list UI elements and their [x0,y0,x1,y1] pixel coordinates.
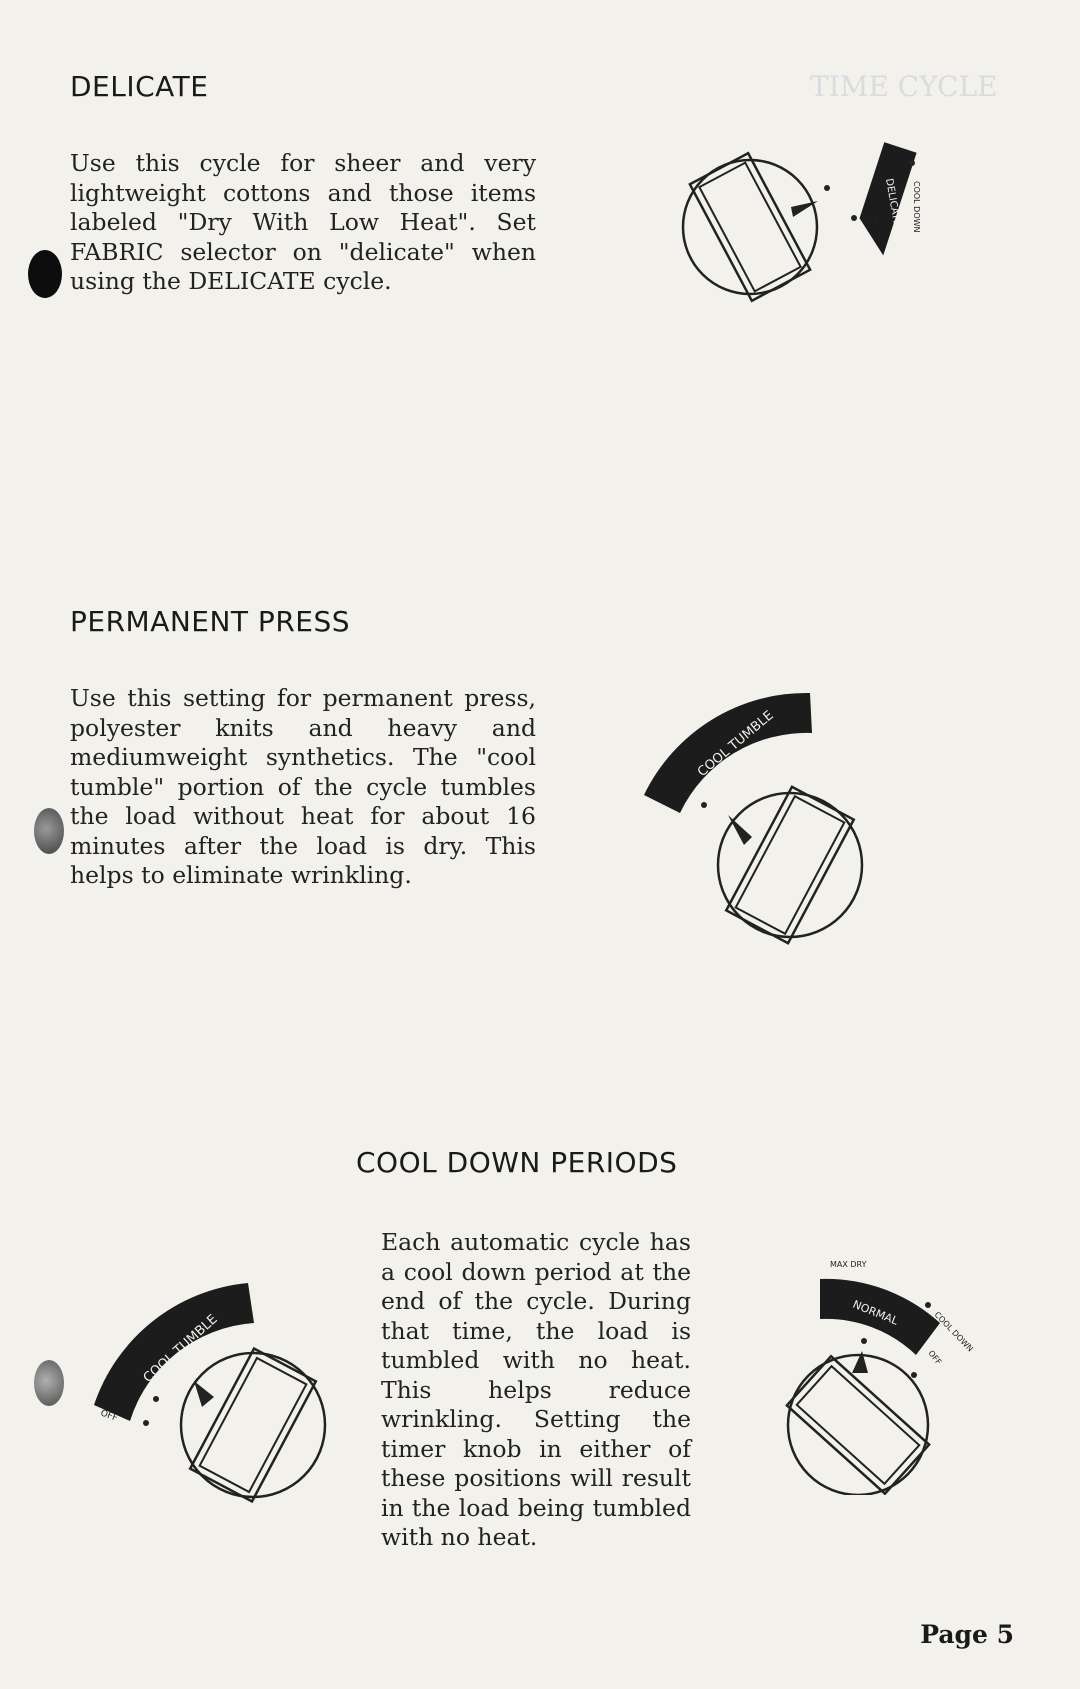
binder-hole [34,808,64,854]
cool-down-periods-description: Each automatic cycle has a cool down period at the end of the cycle. During that time, the load is tumbled with no heat. This helps reduce wrinkling. Setting the timer knob in either of these positions will result in the load being tumbled with no heat. [381,1228,691,1551]
delicate-description: Use this cycle for sheer and very lightweight cottons and those items labeled "Dry With Low Heat". Set FABRIC selector on "delicate" when using the DELICATE cycle. [70,149,536,295]
cool-tumble-band-label: COOL TUMBLE [140,1311,221,1386]
dial-off-label: OFF [862,216,880,226]
show-through-text: TIME CYCLE [810,70,998,103]
delicate-band-label: DELICATE [883,177,903,227]
cool-down-left-dial-illustration [90,1275,350,1515]
delicate-heading: DELICATE [70,70,209,103]
dial-dot-icon [911,1372,917,1378]
dial-off-label: OFF [926,1348,944,1367]
cool-down-periods-heading: COOL DOWN PERIODS [356,1146,678,1179]
cool-tumble-band-label: COOL TUMBLE [694,708,777,781]
dial-dot-icon [701,802,707,808]
dial-dot-icon [861,1338,867,1344]
permanent-press-dial-illustration [640,685,890,945]
permanent-press-description: Use this setting for permanent press, polyester knits and heavy and mediumweight synthetics. The "cool tumble" portion of the cycle tumbles the load without heat for about 16 minutes after the load is dry. This helps to eliminate wrinkling. [70,684,536,889]
cool-tumble-band-icon [94,1283,254,1424]
dial-dot-icon [824,185,830,191]
timer-knob-icon [718,787,862,943]
dial-cool-down-label: COOL DOWN [912,181,921,233]
normal-band-icon [820,1279,940,1355]
dial-dot-icon [851,215,857,221]
delicate-band-icon [851,142,917,255]
delicate-dial-illustration [650,135,940,315]
dial-off-label: OFF [98,1408,119,1424]
binder-hole [34,1360,64,1406]
timer-knob-icon [683,153,818,301]
dial-max-dry-label: MAX DRY [830,1260,867,1269]
dial-dot-icon [925,1302,931,1308]
dial-cool-down-label: COOL DOWN [932,1310,975,1354]
cool-down-right-dial-illustration [740,1255,1010,1495]
permanent-press-heading: PERMANENT PRESS [70,605,351,638]
dial-dot-icon [909,160,915,166]
page-number: Page 5 [920,1620,1014,1649]
binder-hole [28,250,62,298]
timer-knob-icon [181,1349,325,1502]
normal-band-label: NORMAL [850,1297,900,1328]
dial-dot-icon [153,1396,159,1402]
timer-knob-icon [787,1351,929,1495]
dial-dot-icon [143,1420,149,1426]
